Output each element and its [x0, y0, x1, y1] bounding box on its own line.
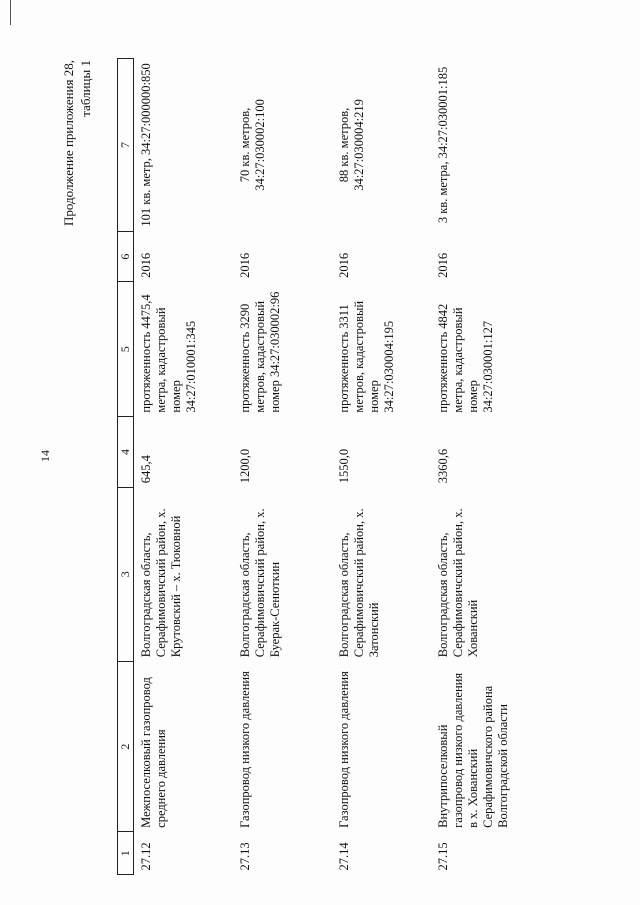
object-value: 1200,0: [238, 448, 252, 484]
object-value: 3360,6: [436, 448, 450, 484]
column-header: 2: [118, 661, 134, 832]
object-land: 101 кв. метр, 34:27:000000:850: [139, 63, 153, 227]
continuation-title: [60, 60, 94, 320]
object-name: Межпоселковый газопровод среднего давления: [139, 677, 168, 828]
table-row: [332, 59, 431, 875]
object-location: Волгоградская область, Серафимовичский район, х. Крутовский – х. Тюковной: [139, 508, 183, 658]
row-number: 27.12: [139, 842, 153, 871]
object-location: Волгоградская область, Серафимовичский район, х. Затонский: [337, 508, 381, 658]
object-name: Газопровод низкого давления: [337, 671, 351, 828]
object-location: Волгоградская область, Серафимовичский район, х. Хованский: [436, 508, 480, 658]
column-header: 3: [118, 487, 134, 661]
object-name: Газопровод низкого давления: [238, 671, 252, 828]
table-header-row: [118, 59, 134, 875]
object-year: 2016: [139, 252, 153, 278]
object-year: 2016: [337, 252, 351, 278]
property-table: [117, 58, 530, 875]
column-header: 4: [118, 417, 134, 488]
object-value: 1550,0: [337, 448, 351, 484]
object-year: 2016: [436, 252, 450, 278]
object-characteristics: протяженность 4475,4 метра, кадастровый номер 34:27:010001:345: [139, 294, 198, 413]
table-row: [431, 59, 530, 875]
object-characteristics: протяженность 3290 метров, кадастровый номер 34:27:030002:96: [238, 291, 282, 413]
row-number: 27.13: [238, 842, 252, 871]
continuation-line-2: таблицы 1: [78, 60, 93, 117]
object-land: 70 кв. метров, 34:27:030002:100: [238, 99, 267, 191]
row-number: 27.14: [337, 842, 351, 871]
column-header: 5: [118, 282, 134, 417]
object-location: Волгоградская область, Серафимовичский район, х. Буерак-Сенюткин: [238, 508, 282, 658]
column-header: 1: [118, 832, 134, 875]
object-land: 3 кв. метра, 34:27:030001:185: [436, 66, 450, 224]
object-land: 88 кв. метров, 34:27:030004:219: [337, 99, 366, 191]
row-number: 27.15: [436, 842, 450, 871]
object-characteristics: протяженность 4842 метра, кадастровый номер 34:27:030001:127: [436, 303, 495, 413]
column-header: 6: [118, 231, 134, 282]
continuation-line-1: Продолжение приложения 28,: [61, 60, 76, 227]
table-row: [233, 59, 332, 875]
table-row: [134, 59, 234, 875]
column-header: 7: [118, 59, 134, 232]
page-number: 14: [38, 450, 52, 462]
top-edge-line: [10, 0, 11, 25]
object-value: 645,4: [139, 455, 153, 484]
object-year: 2016: [238, 252, 252, 278]
object-characteristics: протяженность 3311 метров, кадастровый номер 34:27:030004:195: [337, 300, 396, 413]
object-name: Внутрипоселковый газопровод низкого давления в х. Хованский Серафимовичского района Волгоградской области: [436, 672, 510, 828]
